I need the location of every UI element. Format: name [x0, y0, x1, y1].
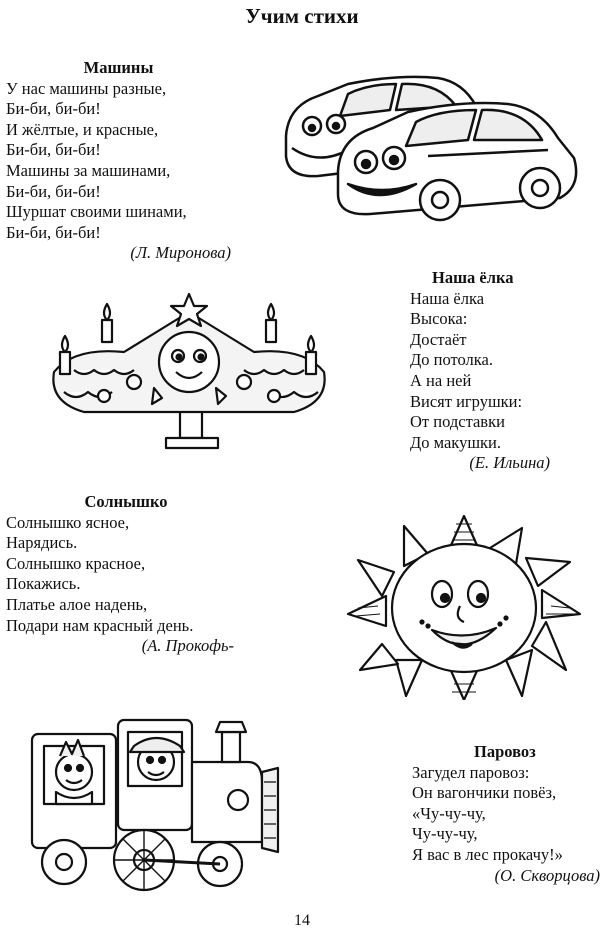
poem-line: И жёлтые, и красные, [6, 119, 159, 139]
poem-author: (Е. Ильина) [469, 453, 550, 473]
poem-line: Загудел паровоз: [412, 762, 530, 782]
poem-train [412, 742, 600, 886]
poem-line: А на ней [410, 370, 472, 390]
poem-christmas-tree [410, 268, 550, 474]
poem-author: (Л. Миронова) [130, 243, 231, 263]
poem-title: Наша ёлка [432, 268, 514, 287]
page-title: Учим стихи [245, 4, 359, 28]
poem-title: Солнышко [84, 492, 168, 511]
poem-line: Шуршат своими шинами, [6, 202, 187, 222]
poem-line: Висят игрушки: [410, 391, 523, 411]
poem-line: Солнышко ясное, [6, 512, 130, 532]
poem-title: Паровоз [474, 742, 536, 761]
poem-line: Платье алое надень, [6, 594, 148, 614]
poem-line: Солнышко красное, [6, 553, 146, 573]
poem-line: Он вагончики повёз, [412, 783, 557, 803]
poem-sun [6, 492, 246, 657]
steam-train-icon [26, 712, 284, 898]
page-number: 14 [294, 912, 310, 929]
poem-line: Я вас в лес прокачу!» [412, 844, 563, 864]
poem-title: Машины [83, 58, 154, 77]
poem-line: Достаёт [410, 329, 467, 349]
poem-line: Подари нам красный день. [6, 615, 194, 635]
poem-line: Би-би, би-би! [6, 99, 101, 119]
poem-line: До потолка. [410, 350, 493, 370]
poem-line: Би-би, би-би! [6, 140, 101, 160]
poem-line: До макушки. [410, 432, 501, 452]
smiling-sun-icon [346, 514, 582, 700]
poem-line: Нарядись. [6, 533, 78, 553]
poem-line: Би-би, би-би! [6, 181, 101, 201]
poem-line: Покажись. [6, 574, 81, 594]
poem-author: (О. Скворцова) [494, 865, 600, 885]
poem-line: «Чу-чу-чу, [412, 803, 486, 823]
poem-author: (А. Прокофь- [141, 636, 234, 656]
cartoon-cars-icon [278, 66, 584, 226]
poem-line: Чу-чу-чу, [412, 824, 478, 844]
poem-line: От подставки [410, 412, 505, 432]
poem-cars [6, 58, 231, 264]
christmas-tree-icon [44, 292, 334, 458]
poem-line: Би-би, би-би! [6, 222, 101, 242]
poem-line: Машины за машинами, [6, 160, 171, 180]
poem-line: Наша ёлка [410, 288, 485, 308]
poem-line: У нас машины разные, [6, 78, 167, 98]
poem-line: Высока: [410, 309, 468, 329]
